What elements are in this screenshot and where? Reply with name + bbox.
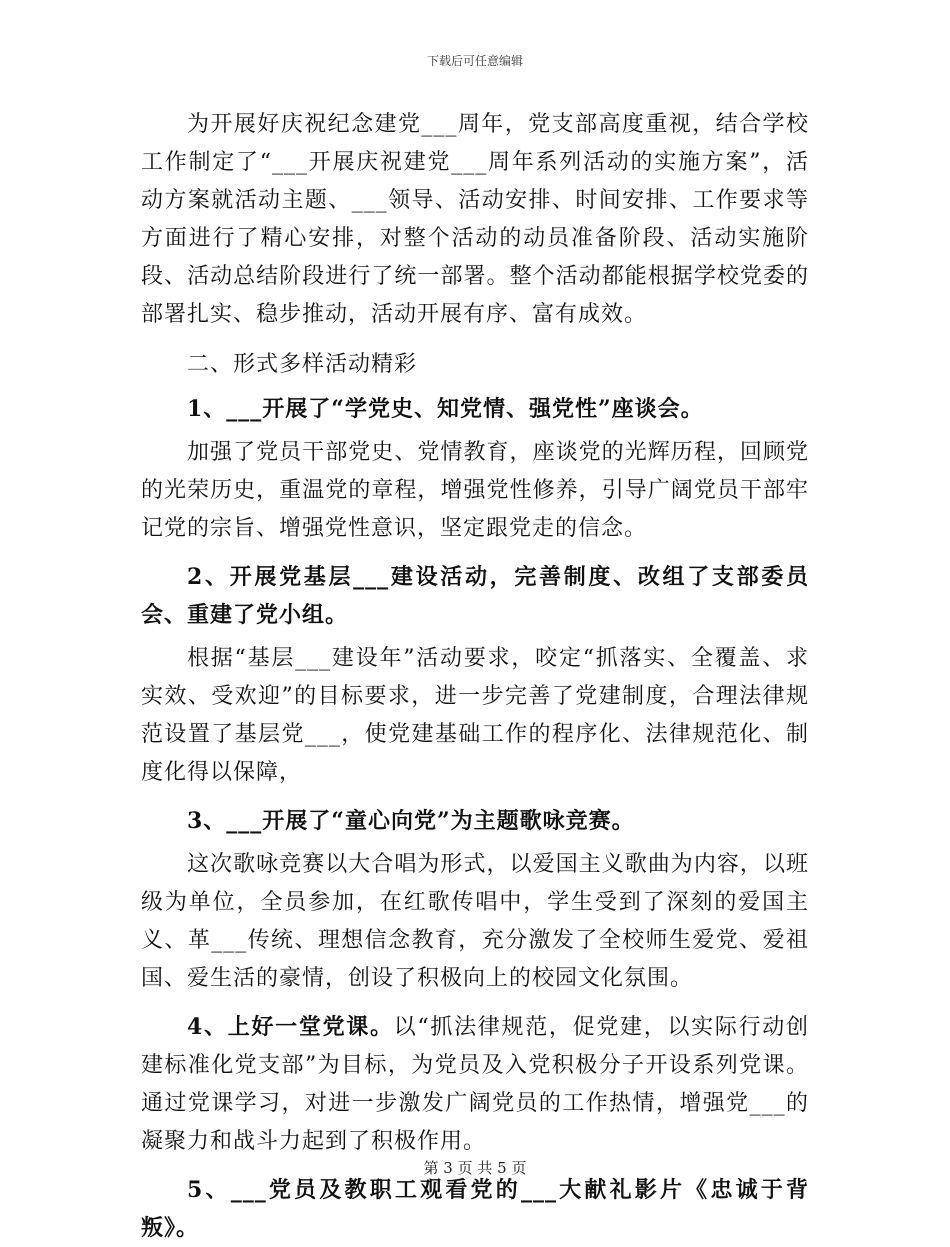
item-4-text: 以“抓法律规范，促党建，以实际行动创建标准化党支部”为目标，为党员及入党积极分子开设系列党课。通过党课学习，对进一步激发广阔党员的工作热情，增强党___的凝聚力和战斗力起到了积极作用。 (141, 1015, 810, 1154)
item-2-heading: 2、开展党基层___建设活动，完善制度、改组了支部委员会、重建了党小组。 (141, 564, 809, 628)
item-1-text: 加强了党员干部党史、党情教育，座谈党的光辉历程，回顾党的光荣历史，重温党的章程，增强党性修养，引导广阔党员干部牢记党的宗旨、增强党性意识，坚定跟党走的信念。 (141, 440, 809, 541)
page-header-note: 下载后可任意编辑 (426, 54, 523, 68)
item-3-text: 这次歌咏竞赛以大合唱为形式，以爱国主义歌曲为内容，以班级为单位，全员参加，在红歌传唱中，学生受到了深刻的爱国主义、革___传统、理想信念教育，充分激发了全校师生爱党、爱祖国、爱生活的豪情，创设了积极向上的校园文化氛围。 (141, 852, 809, 991)
page-footer-number: 第 3 页 共 5 页 (423, 1159, 527, 1177)
item-2-text: 根据“基层___建设年”活动要求，咬定“抓落实、全覆盖、求实效、受欢迎”的目标要求，进一步完善了党建制度，合理法律规范设置了基层党___，使党建基础工作的程序化、法律规范化、制度化得以保障， (141, 646, 809, 785)
document-body (141, 106, 809, 1247)
section-heading-2: 二、形式多样活动精彩 (187, 352, 418, 377)
item-4-paragraph (141, 1008, 809, 1161)
item-5-heading: 5、___党员及教职工观看党的___大献礼影片《忠诚于背叛》。 (141, 1177, 809, 1241)
item-3-heading: 3、___开展了“童心向党”为主题歌咏竞赛。 (187, 808, 635, 834)
item-4-heading: 4、上好一堂党课。 (187, 1014, 394, 1040)
item-1-heading: 1、___开展了“学党史、知党情、强党性”座谈会。 (187, 396, 704, 422)
intro-paragraph: 为开展好庆祝纪念建党___周年，党支部高度重视，结合学校工作制定了“___开展庆祝建党___周年系列活动的实施方案”，活动方案就活动主题、___领导、活动安排、时间安排、工作要求等方面进行了精心安排，对整个活动的动员准备阶段、活动实施阶段、活动总结阶段进行了统一部署。整个活动都能根据学校党委的部署扎实、稳步推动，活动开展有序、富有成效。 (141, 112, 809, 327)
